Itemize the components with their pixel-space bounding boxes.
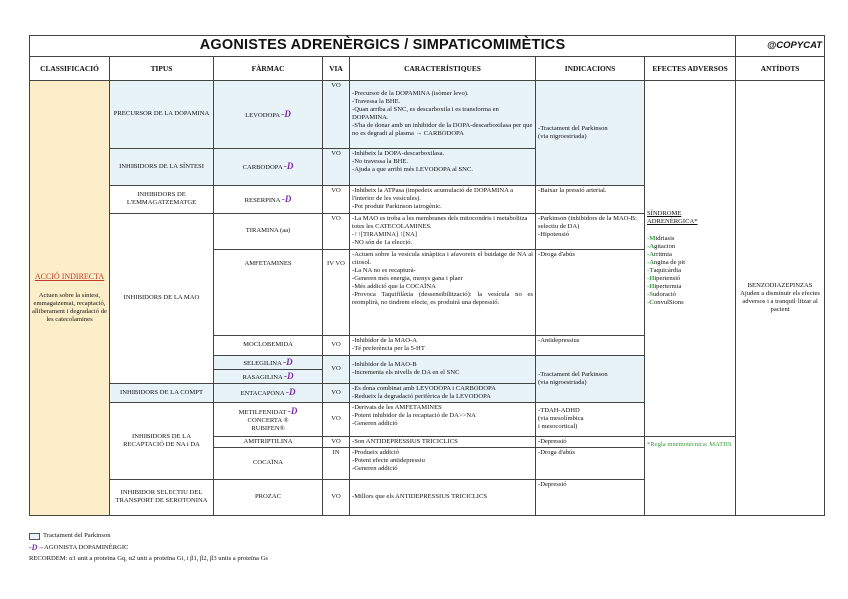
- header-via: VIA: [323, 56, 350, 80]
- adverse-list: -Midriasis -Agitacion -Arritmia -Angina de pit -Taquicàrdia -Hipertensió -Hipertermia -Sudoració -ConvulSions: [647, 234, 686, 306]
- ind-parkinson-1: -Tractament del Parkinson (via nigroestriada): [536, 80, 645, 185]
- legend-swatch: [29, 533, 40, 540]
- via-tiramina: VO: [323, 213, 350, 249]
- copyright-tag: @COPYCAT: [736, 36, 825, 57]
- via-levodopa: VO: [323, 80, 350, 148]
- classification-cell: [30, 80, 110, 515]
- via-metilfenidat: VO: [323, 402, 350, 436]
- via-carbodopa: VO: [323, 148, 350, 185]
- classification-desc: Actuen sobre la síntesi, emmagatzemat, recaptació, alliberament i degradació de les catecolamines: [32, 291, 107, 323]
- type-precursor: PRECURSOR DE LA DOPAMINA: [110, 80, 214, 148]
- drug-rasagilina: RASAGILINA -D: [214, 369, 323, 383]
- drug-entacapona: ENTACAPONA -D: [214, 383, 323, 402]
- mnemonic-tip: *Regla mnemotècnica: MATHS: [645, 436, 736, 515]
- type-inh-mao: INHIBIDORS DE LA MAO: [110, 213, 214, 383]
- agonist-table: [29, 35, 825, 516]
- agonist-mark: -D: [281, 108, 291, 119]
- chars-prozac: -Millors que els ANTIDEPRESSIUS TRICICLICS: [350, 479, 536, 515]
- via-moclobemida: VO: [323, 335, 350, 355]
- ind-reserpina: -Baixar la pressió arterial.: [536, 185, 645, 213]
- drug-moclobemida: MOCLOBEMIDA: [214, 335, 323, 355]
- type-inh-emmag: INHIBIDORS DE L'EMMAGATZEMATGE: [110, 185, 214, 213]
- chars-amfetamines: -Actuen sobre la vesícula sinàptica i afavoreix el buidatge de NA al citosol. -La NA no es recapturà- -Generen més energia, menys gana i plaer -Més addició que la COCAÏNA -Provoca Taquifilàxia (dessensibilització): la vesícula no es reomplirà, no tindrem efecte, es produirà una depressió.: [350, 249, 536, 335]
- chars-cocaina: -Produeix addició -Potent efecte antidepressiu -Generen addició: [350, 447, 536, 479]
- antidote-cell: BENZODIAZEPINZAS Ajuden a disminuir els efectes adversos i a tranquil·litzar al pacient: [736, 80, 825, 515]
- drug-amfetamines: AMFETAMINES: [214, 249, 323, 335]
- via-cocaina: IN: [323, 447, 350, 479]
- agonist-mark: -D: [287, 405, 298, 416]
- header-farmac: FÀRMAC: [214, 56, 323, 80]
- header-classificacio: CLASSIFICACIÓ: [30, 56, 110, 80]
- legend-parkinson: Tractament del Parkinson: [29, 531, 268, 542]
- type-inh-sintesi: INHIBIDORS DE LA SÍNTESI: [110, 148, 214, 185]
- legend-recordem: RECORDEM: α1 unit a proteïna Gq, α2 unit a proteïna Gi, i β1, β2, β3 units a proteïna Gs: [29, 555, 268, 563]
- ind-amitriptilina: -Depressió: [536, 436, 645, 447]
- chars-amitriptilina: -Son ANTIDEPRESSIUS TRICICLICS: [350, 436, 536, 447]
- ind-parkinson-2: -Tractament del Parkinson (via nigroestriada): [536, 355, 645, 402]
- drug-tiramina: TIRAMINA (aa): [214, 213, 323, 249]
- classification-title: ACCIÓ INDIRECTA: [34, 271, 105, 281]
- chars-levodopa: -Precursor de la DOPAMINA (isòmer levo). -Travessa la BHE. -Quan arriba al SNC, es descarboxila i es transforma en DOPAMINA. -S'ha de donar amb un inhibidor de la DOPA-descarboxilasa per que no es degradi al plasma → CARBODOPA: [350, 80, 536, 148]
- via-entacapona: VO: [323, 383, 350, 402]
- chars-carbodopa: -Inhibeix la DOPA-descarboxilasa. -No travessa la BHE. -Ajuda a que arribi més LEVODOPA al SNC.: [350, 148, 536, 185]
- ind-prozac: -Depressió: [536, 479, 645, 515]
- page-title: AGONISTES ADRENÈRGICS / SIMPATICOMIMÈTICS: [30, 36, 736, 57]
- ind-cocaina: -Droga d'abús: [536, 447, 645, 479]
- chars-tiramina: -La MAO es troba a les membranes dels mitocondris i metabolitza totes les CATECOLAMINES. -↑↑[TIRAMINA] ↑[NA] -NO són de 1a elecció.: [350, 213, 536, 249]
- drug-carbodopa: CARBODOPA -D: [214, 148, 323, 185]
- drug-cocaina: COCAÏNA: [214, 447, 323, 479]
- header-indicacions: INDICACIONS: [536, 56, 645, 80]
- via-amfetamines: IV VO: [323, 249, 350, 335]
- type-inh-serot: INHIBIDOR SELECTIU DEL TRANSPORT DE SEROTONINA: [110, 479, 214, 515]
- chars-reserpina: -Inhibeix la ATPasa (impedeix acumulació de DOPAMINA a l'interior de les vesícules). -Pot produir Parkinson iatrogènic.: [350, 185, 536, 213]
- type-inh-compt: INHIBIDORS DE LA COMPT: [110, 383, 214, 402]
- ind-metilfenidat: -TDAH-ADHD (via mesolímbica i mesocortical): [536, 402, 645, 436]
- via-selegilina: VO: [323, 355, 350, 383]
- adverse-head: SÍNDROME ADRENÈRGICA*: [647, 209, 698, 225]
- drug-prozac: PROZAC: [214, 479, 323, 515]
- drug-selegilina: SELEGILINA -D: [214, 355, 323, 369]
- header-tipus: TIPUS: [110, 56, 214, 80]
- ind-amfetamines: -Droga d'abús: [536, 249, 645, 335]
- chars-selegilina: -Inhibidor de la MAO-B -Incrementa els nivells de DA en el SNC: [350, 355, 536, 383]
- ind-moclobemida: -Antidepressius: [536, 335, 645, 355]
- chars-moclobemida: -Inhibidor de la MAO-A -Té preferència per la 5-HT: [350, 335, 536, 355]
- legend-agonist: -D →AGONISTA DOPAMINÈRGIC: [29, 542, 129, 552]
- agonist-mark: -D: [284, 370, 294, 381]
- drug-metilfenidat: METILFENIDAT -D CONCERTA ® RUBIFEN®: [214, 402, 323, 436]
- agonist-mark: -D: [283, 356, 293, 367]
- header-efectes-adversos: EFECTES ADVERSOS: [645, 56, 736, 80]
- type-inh-recapt: INHIBIDORS DE LA RECAPTACIÓ DE NA i DA: [110, 402, 214, 479]
- drug-amitriptilina: AMITRIPTILINA: [214, 436, 323, 447]
- via-prozac: VO: [323, 479, 350, 515]
- via-amitriptilina: VO: [323, 436, 350, 447]
- chars-metilfenidat: -Derivats de les AMFETAMINES -Potent inhibidor de la recaptació de DA>>NA -Generen addició: [350, 402, 536, 436]
- agonist-mark: -D: [285, 387, 296, 398]
- agonist-mark: -D: [281, 193, 292, 204]
- legend: [29, 531, 268, 565]
- ind-tiramina: -Parkinson (inhibidors de la MAO-B: selectiu de DA) -Hipotensió: [536, 213, 645, 249]
- chars-entacapona: -Es dona combinat amb LEVODOPA i CARBODOPA -Redueix la degradació perifèrica de la LEVODOPA: [350, 383, 536, 402]
- drug-reserpina: RESERPINA -D: [214, 185, 323, 213]
- drug-levodopa: LEVODOPA -D: [214, 80, 323, 148]
- header-caracteristiques: CARACTERÍSTIQUES: [350, 56, 536, 80]
- header-antidots: ANTÍDOTS: [736, 56, 825, 80]
- via-reserpina: VO: [323, 185, 350, 213]
- adverse-effects: [645, 80, 736, 436]
- agonist-mark: -D: [283, 161, 294, 172]
